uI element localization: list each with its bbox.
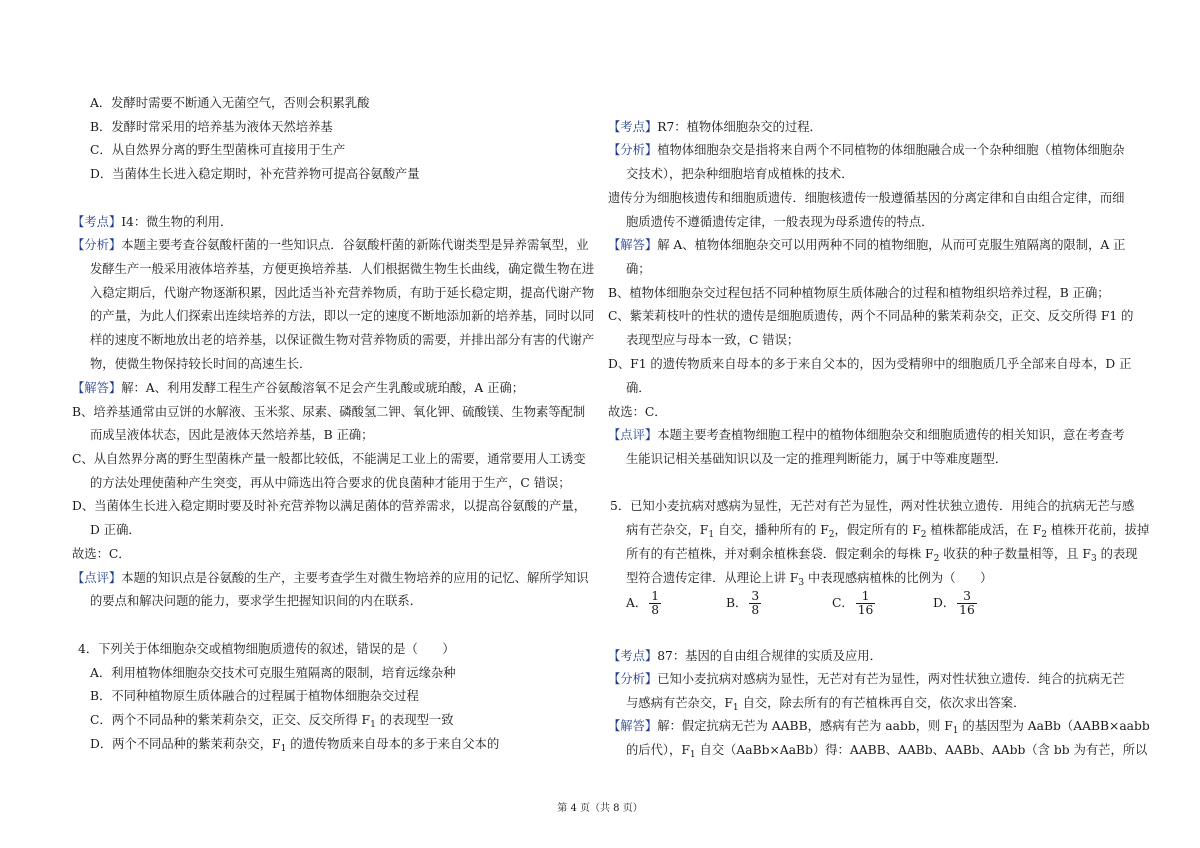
q4-heredity-line: 胞质遗传不遵循遗传定律，一般表现为母系遗传的特点． bbox=[626, 215, 934, 229]
jieda-text: 的后代），F bbox=[626, 743, 690, 757]
q3-fenxi-line: 样的速度不断地放出老的培养基，以保证微生物对营养物质的需要，并排出部分有害的代谢产 bbox=[90, 333, 595, 347]
fenxi-text: 已知小麦抗病对感病为显性，无芒对有芒为显性，两对性状独立遗传．纯合的抗病无芒 bbox=[657, 672, 1125, 686]
q5-stem-line bbox=[608, 570, 992, 591]
numerator: 3 bbox=[957, 590, 977, 604]
subscript: 3 bbox=[1090, 554, 1097, 564]
q4-jieda-line: B、植物体细胞杂交过程包括不同种植物原生质体融合的过程和植物组织培养过程，B 正确； bbox=[608, 286, 1110, 300]
kaodian-tag: 【考点】 bbox=[72, 215, 122, 229]
q4-option-d-text: 的遗传物质来自母本的多于来自父本的 bbox=[286, 737, 500, 751]
numerator: 1 bbox=[856, 590, 876, 604]
page-footer: 第 4 页（共 8 页） bbox=[557, 803, 643, 814]
q4-option-c-text: 的表现型一致 bbox=[375, 713, 454, 727]
q4-dianping-line: 生能识记相关基础知识以及一定的推理判断能力，属于中等难度题型． bbox=[626, 452, 1008, 466]
q4-jieda-line: C、紫茉莉枝叶的性状的遗传是细胞质遗传，两个不同品种的紫茉莉杂交，正交、反交所得 F1 的 bbox=[608, 309, 1134, 323]
subscript: 1 bbox=[370, 720, 376, 730]
dianping-tag: 【点评】 bbox=[72, 571, 122, 585]
q4-fenxi-line: 交技术），把杂种细胞培育成植株的技术． bbox=[626, 167, 854, 181]
dianping-text: 本题主要考查植物细胞工程中的植物体细胞杂交和细胞质遗传的相关知识，意在考查考 bbox=[657, 428, 1125, 442]
stem-text: 植株开花前，拔掉 bbox=[1046, 523, 1150, 537]
q4-jieda-line: D、F1 的遗传物质来自母本的多于来自父本的，因为受精卵中的细胞质几乎全部来自母本，D 正 bbox=[608, 357, 1132, 371]
kaodian-tag: 【考点】 bbox=[608, 120, 658, 134]
dianping-text: 本题的知识点是谷氨酸的生产，主要考查学生对微生物培养的应用的记忆、解所学知识 bbox=[121, 571, 589, 585]
q4-option-a: A．利用植物体细胞杂交技术可克服生殖隔离的限制，培育远缘杂种 bbox=[90, 666, 456, 680]
stem-text: 病有芒杂交，F bbox=[626, 523, 709, 537]
jieda-tag: 【解答】 bbox=[72, 381, 122, 395]
fenxi-text: 本题主要考查谷氨酸杆菌的一些知识点．谷氨酸杆菌的新陈代谢类型是异养需氧型，业 bbox=[121, 238, 589, 252]
q4-jieda-line bbox=[608, 237, 1125, 253]
q4-stem: 4．下列关于体细胞杂交或植物细胞质遗传的叙述，错误的是（ ） bbox=[78, 642, 455, 656]
q5-fenxi-line bbox=[608, 695, 1025, 716]
q4-dianping-line bbox=[608, 427, 1125, 443]
denominator: 8 bbox=[651, 603, 660, 617]
q4-option-d bbox=[72, 736, 499, 757]
q4-option-d-text: D．两个不同品种的紫茉莉杂交，F bbox=[90, 737, 281, 751]
jieda-tag: 【解答】 bbox=[608, 238, 658, 252]
kaodian-text: 87：基因的自由组合规律的实质及应用． bbox=[657, 649, 882, 663]
fenxi-tag: 【分析】 bbox=[608, 143, 658, 157]
q4-kaodian bbox=[608, 119, 822, 135]
q5-stem-line bbox=[608, 522, 1149, 543]
q4-fenxi-line bbox=[608, 142, 1125, 158]
fraction bbox=[957, 590, 977, 617]
q5-jieda-line bbox=[608, 718, 1150, 739]
fenxi-tag: 【分析】 bbox=[72, 238, 122, 252]
q4-jieda-line: 确． bbox=[626, 381, 651, 395]
q3-jieda-line: 的方法处理使菌种产生突变，再从中筛选出符合要求的优良菌种才能用于生产，C 错误； bbox=[90, 476, 571, 490]
q5-fenxi-line bbox=[608, 671, 1125, 687]
q5-option-d bbox=[933, 590, 979, 617]
q4-heredity-line: 遗传分为细胞核遗传和细胞质遗传．细胞核遗传一般遵循基因的分离定律和自由组合定律，而细 bbox=[608, 191, 1125, 205]
q3-fenxi-line: 入稳定期后，代谢产物逐渐积累，因此适当补充营养物质，有助于延长稳定期，提高代谢产物 bbox=[90, 286, 595, 300]
subscript: 1 bbox=[689, 750, 696, 760]
stem-text: ，假定所有的 F bbox=[834, 523, 921, 537]
q3-jieda-line: D 正确． bbox=[90, 523, 141, 537]
q3-jieda-line bbox=[72, 380, 524, 396]
fenxi-tag: 【分析】 bbox=[608, 672, 658, 686]
q4-option-b: B．不同种植物原生质体融合的过程属于植物体细胞杂交过程 bbox=[90, 689, 419, 703]
q3-jieda-line: C、从自然界分离的野生型菌株产量一般都比较低，不能满足工业上的需要，通常要用人工诱变 bbox=[72, 452, 586, 466]
denominator: 16 bbox=[857, 603, 874, 617]
q3-dianping-line: 的要点和解决问题的能力，要求学生把握知识间的内在联系． bbox=[90, 594, 423, 608]
q4-answer: 故选：C． bbox=[608, 405, 667, 419]
q3-jieda-line: B、培养基通常由豆饼的水解液、玉米浆、尿素、磷酸氢二钾、氧化钾、硫酸镁、生物素等配制 bbox=[72, 405, 586, 419]
q3-option-c: C．从自然界分离的野生型菌株可直接用于生产 bbox=[90, 143, 346, 157]
q3-fenxi-line bbox=[72, 237, 589, 253]
kaodian-text: R7：植物体细胞杂交的过程． bbox=[657, 120, 822, 134]
dianping-tag: 【点评】 bbox=[608, 428, 658, 442]
kaodian-tag: 【考点】 bbox=[608, 649, 658, 663]
stem-text: 的表现 bbox=[1096, 547, 1138, 561]
jieda-text: 解：假定抗病无芒为 AABB，感病有芒为 aabb，则 F bbox=[657, 719, 953, 733]
subscript: 2 bbox=[920, 530, 927, 540]
q3-fenxi-line: 的产量，为此人们探索出连续培养的方法，即以一定的速度不断地添加新的培养基，同时以同 bbox=[90, 309, 595, 323]
option-label: B． bbox=[726, 596, 748, 610]
denominator: 8 bbox=[751, 603, 760, 617]
fraction bbox=[749, 590, 761, 617]
q3-fenxi-line: 物，使微生物保持较长时间的高速生长． bbox=[90, 357, 312, 371]
stem-text: 所有的有芒植株，并对剩余植株套袋．假定剩余的每株 F bbox=[626, 547, 934, 561]
stem-text: 自交，播种所有的 F bbox=[714, 523, 829, 537]
q3-jieda-line: D、当菌体生长进入稳定期时要及时补充营养物以满足菌体的营养需求，以提高谷氨酸的产量， bbox=[72, 499, 587, 513]
fraction bbox=[856, 590, 876, 617]
q4-option-c-text: C．两个不同品种的紫茉莉杂交，正交、反交所得 F bbox=[90, 713, 371, 727]
q3-dianping-line bbox=[72, 570, 589, 586]
q4-jieda-line: 确； bbox=[626, 262, 651, 276]
q5-option-c bbox=[832, 590, 877, 617]
q4-option-c bbox=[72, 712, 454, 733]
q5-jieda-line bbox=[608, 742, 1147, 763]
stem-text: 植株都能成活，在 F bbox=[926, 523, 1042, 537]
q3-fenxi-line: 发酵生产一般采用液体培养基，方便更换培养基．人们根据微生物生长曲线，确定微生物在进 bbox=[90, 262, 595, 276]
subscript: 2 bbox=[828, 530, 835, 540]
q4-jieda-line: 表现型应与母本一致，C 错误； bbox=[626, 333, 800, 347]
subscript: 3 bbox=[798, 578, 805, 588]
q5-stem-line bbox=[608, 546, 1137, 567]
stem-text: 型符合遗传定律．从理论上讲 F bbox=[626, 571, 799, 585]
jieda-text: 的基因型为 AaBb（AABB×aabb bbox=[958, 719, 1150, 733]
subscript: 1 bbox=[732, 703, 739, 713]
option-label: A． bbox=[626, 596, 648, 610]
q5-option-b bbox=[726, 590, 763, 617]
option-label: D． bbox=[933, 596, 956, 610]
fenxi-text: 与感病有芒杂交，F bbox=[626, 696, 733, 710]
q3-answer: 故选：C． bbox=[72, 547, 131, 561]
q3-kaodian bbox=[72, 214, 232, 230]
jieda-text: 解：A、利用发酵工程生产谷氨酸溶氧不足会产生乳酸或琥珀酸，A 正确； bbox=[121, 381, 525, 395]
stem-text: 中表现感病植株的比例为（ ） bbox=[804, 571, 993, 585]
jieda-text: 解 A、植物体细胞杂交可以用两种不同的植物细胞，从而可克服生殖隔离的限制，A 正 bbox=[657, 238, 1126, 252]
kaodian-text: I4：微生物的利用． bbox=[121, 215, 233, 229]
fraction bbox=[649, 590, 661, 617]
option-label: C． bbox=[832, 596, 854, 610]
subscript: 2 bbox=[933, 554, 940, 564]
stem-text: 收获的种子数量相等，且 F bbox=[939, 547, 1091, 561]
jieda-text: 自交（AaBb×AaBb）得：AABB、AABb、AABb、AAbb（含 bb 为有芒，所以 bbox=[695, 743, 1148, 757]
q3-option-d: D．当菌体生长进入稳定期时，补充营养物可提高谷氨酸产量 bbox=[90, 167, 420, 181]
q3-jieda-line: 而成呈液体状态，因此是液体天然培养基，B 正确； bbox=[90, 428, 374, 442]
q5-stem-line: 5．已知小麦抗病对感病为显性，无芒对有芒为显性，两对性状独立遗传．用纯合的抗病无芒与感 bbox=[610, 499, 1135, 513]
denominator: 16 bbox=[959, 603, 975, 617]
q3-option-a: A．发酵时需要不断通入无菌空气，否则会积累乳酸 bbox=[90, 96, 370, 110]
numerator: 1 bbox=[651, 589, 660, 603]
fenxi-text: 植物体细胞杂交是指将来自两个不同植物的体细胞融合成一个杂种细胞（植物体细胞杂 bbox=[657, 143, 1125, 157]
subscript: 1 bbox=[952, 726, 959, 736]
q5-option-a bbox=[626, 590, 663, 617]
jieda-tag: 【解答】 bbox=[608, 719, 658, 733]
q3-option-b: B．发酵时常采用的培养基为液体天然培养基 bbox=[90, 120, 333, 134]
subscript: 2 bbox=[1041, 530, 1047, 540]
q5-kaodian bbox=[608, 648, 882, 664]
subscript: 1 bbox=[280, 744, 287, 754]
fenxi-text: 自交，除去所有的有芒植株再自交，依次求出答案． bbox=[738, 696, 1026, 710]
numerator: 3 bbox=[751, 589, 760, 603]
subscript: 1 bbox=[708, 530, 715, 540]
